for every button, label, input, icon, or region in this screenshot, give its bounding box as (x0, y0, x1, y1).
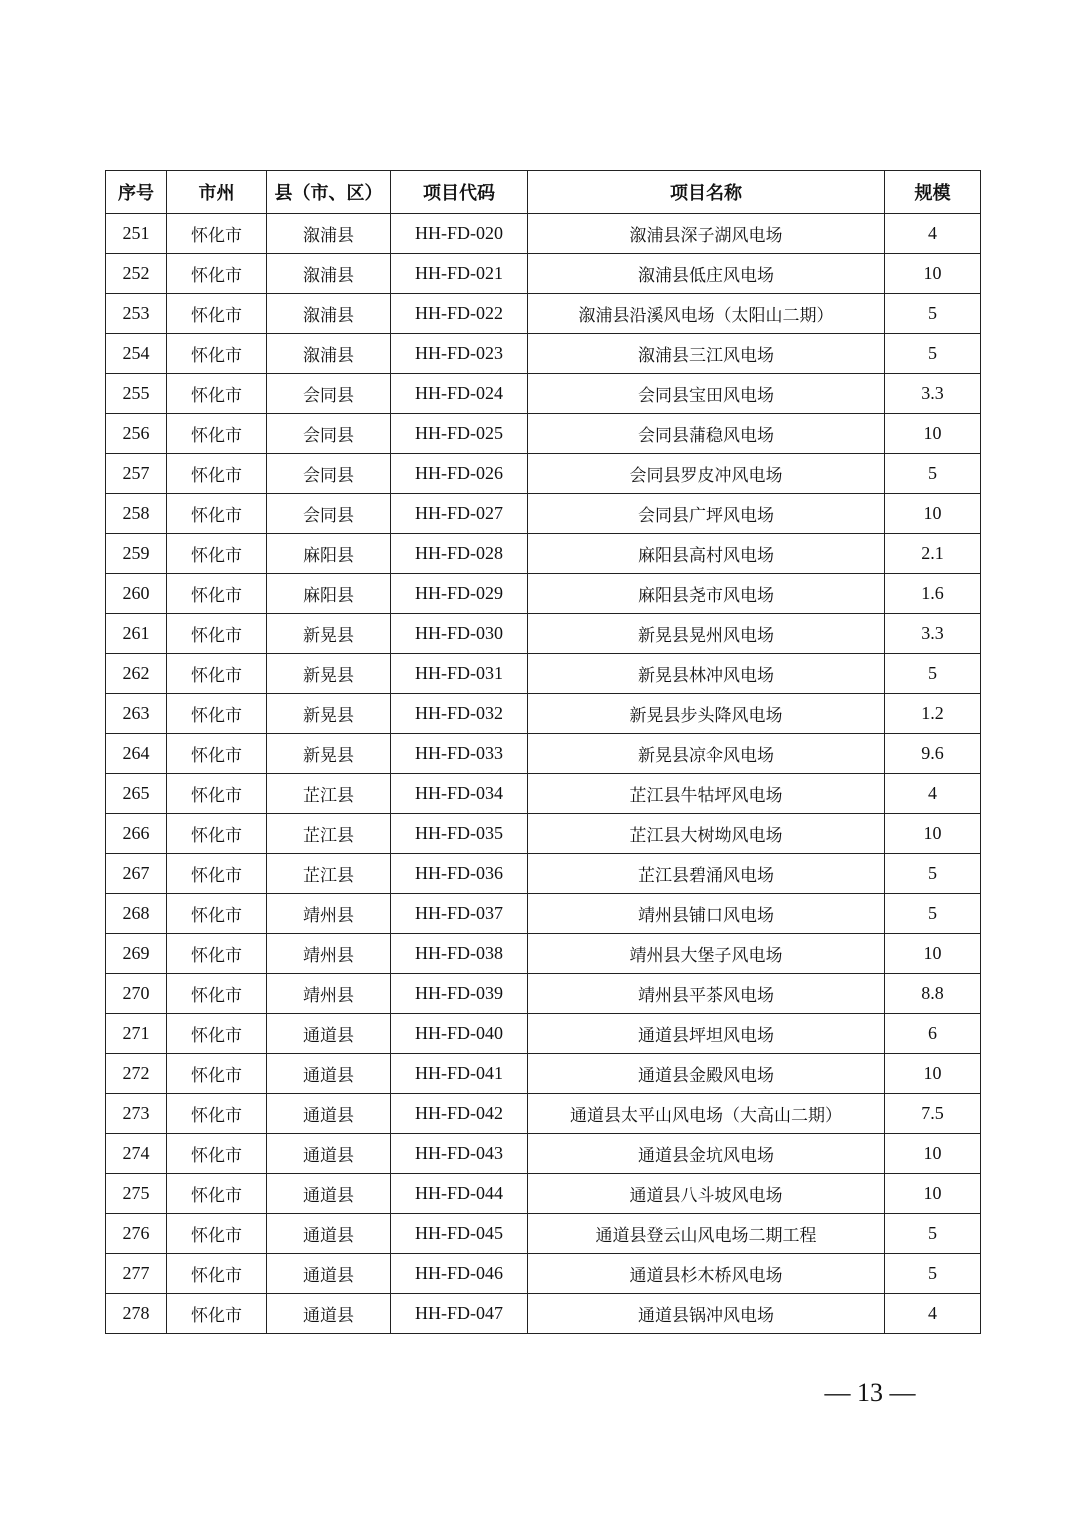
cell-code: HH-FD-025 (391, 414, 528, 454)
cell-scale: 4 (885, 214, 981, 254)
cell-county: 新晃县 (267, 614, 391, 654)
cell-seq: 257 (106, 454, 167, 494)
cell-name: 通道县八斗坡风电场 (528, 1174, 885, 1214)
cell-scale: 10 (885, 414, 981, 454)
table-row (106, 494, 981, 534)
table-row (106, 214, 981, 254)
cell-scale: 10 (885, 934, 981, 974)
cell-county: 通道县 (267, 1054, 391, 1094)
cell-city: 怀化市 (167, 374, 267, 414)
cell-city: 怀化市 (167, 534, 267, 574)
cell-scale: 5 (885, 1214, 981, 1254)
cell-scale: 10 (885, 254, 981, 294)
cell-city: 怀化市 (167, 494, 267, 534)
cell-county: 通道县 (267, 1254, 391, 1294)
cell-county: 溆浦县 (267, 294, 391, 334)
cell-seq: 262 (106, 654, 167, 694)
table-row (106, 854, 981, 894)
project-table (105, 170, 981, 1334)
cell-name: 新晃县林冲风电场 (528, 654, 885, 694)
cell-city: 怀化市 (167, 854, 267, 894)
cell-scale: 3.3 (885, 374, 981, 414)
cell-seq: 269 (106, 934, 167, 974)
cell-name: 通道县登云山风电场二期工程 (528, 1214, 885, 1254)
cell-name: 通道县坪坦风电场 (528, 1014, 885, 1054)
cell-scale: 10 (885, 1134, 981, 1174)
cell-county: 芷江县 (267, 774, 391, 814)
cell-seq: 264 (106, 734, 167, 774)
cell-seq: 277 (106, 1254, 167, 1294)
cell-code: HH-FD-032 (391, 694, 528, 734)
cell-code: HH-FD-047 (391, 1294, 528, 1334)
cell-code: HH-FD-039 (391, 974, 528, 1014)
cell-code: HH-FD-030 (391, 614, 528, 654)
cell-scale: 8.8 (885, 974, 981, 1014)
cell-seq: 278 (106, 1294, 167, 1334)
cell-code: HH-FD-035 (391, 814, 528, 854)
cell-code: HH-FD-046 (391, 1254, 528, 1294)
cell-scale: 1.6 (885, 574, 981, 614)
cell-name: 溆浦县深子湖风电场 (528, 214, 885, 254)
cell-seq: 251 (106, 214, 167, 254)
table-row (106, 454, 981, 494)
cell-county: 通道县 (267, 1214, 391, 1254)
cell-name: 芷江县牛牯坪风电场 (528, 774, 885, 814)
cell-city: 怀化市 (167, 1014, 267, 1054)
table-row (106, 414, 981, 454)
table-row (106, 1014, 981, 1054)
cell-county: 溆浦县 (267, 334, 391, 374)
cell-city: 怀化市 (167, 1294, 267, 1334)
cell-county: 靖州县 (267, 934, 391, 974)
table-row (106, 294, 981, 334)
cell-code: HH-FD-020 (391, 214, 528, 254)
cell-name: 芷江县碧涌风电场 (528, 854, 885, 894)
table-row (106, 334, 981, 374)
cell-seq: 270 (106, 974, 167, 1014)
table-row (106, 1134, 981, 1174)
cell-county: 芷江县 (267, 814, 391, 854)
cell-seq: 275 (106, 1174, 167, 1214)
cell-name: 通道县太平山风电场（大高山二期） (528, 1094, 885, 1134)
cell-code: HH-FD-028 (391, 534, 528, 574)
table-row (106, 1054, 981, 1094)
cell-seq: 252 (106, 254, 167, 294)
table-row (106, 614, 981, 654)
table-row (106, 1214, 981, 1254)
cell-name: 麻阳县尧市风电场 (528, 574, 885, 614)
cell-seq: 276 (106, 1214, 167, 1254)
cell-name: 靖州县铺口风电场 (528, 894, 885, 934)
cell-seq: 267 (106, 854, 167, 894)
cell-code: HH-FD-034 (391, 774, 528, 814)
cell-name: 通道县金殿风电场 (528, 1054, 885, 1094)
cell-name: 芷江县大树坳风电场 (528, 814, 885, 854)
cell-county: 通道县 (267, 1294, 391, 1334)
cell-scale: 5 (885, 654, 981, 694)
cell-name: 新晃县晃州风电场 (528, 614, 885, 654)
cell-name: 会同县宝田风电场 (528, 374, 885, 414)
cell-county: 通道县 (267, 1174, 391, 1214)
cell-seq: 253 (106, 294, 167, 334)
cell-seq: 258 (106, 494, 167, 534)
cell-scale: 5 (885, 334, 981, 374)
cell-city: 怀化市 (167, 1134, 267, 1174)
cell-scale: 2.1 (885, 534, 981, 574)
cell-code: HH-FD-038 (391, 934, 528, 974)
cell-scale: 6 (885, 1014, 981, 1054)
cell-city: 怀化市 (167, 294, 267, 334)
cell-city: 怀化市 (167, 1054, 267, 1094)
cell-scale: 5 (885, 294, 981, 334)
table-row (106, 1294, 981, 1334)
cell-code: HH-FD-042 (391, 1094, 528, 1134)
cell-code: HH-FD-021 (391, 254, 528, 294)
cell-city: 怀化市 (167, 974, 267, 1014)
cell-city: 怀化市 (167, 334, 267, 374)
table-row (106, 374, 981, 414)
cell-name: 新晃县凉伞风电场 (528, 734, 885, 774)
cell-city: 怀化市 (167, 254, 267, 294)
cell-code: HH-FD-040 (391, 1014, 528, 1054)
cell-county: 新晃县 (267, 654, 391, 694)
cell-seq: 259 (106, 534, 167, 574)
cell-code: HH-FD-045 (391, 1214, 528, 1254)
cell-county: 新晃县 (267, 694, 391, 734)
cell-city: 怀化市 (167, 574, 267, 614)
table-row (106, 774, 981, 814)
cell-scale: 4 (885, 1294, 981, 1334)
cell-city: 怀化市 (167, 894, 267, 934)
cell-city: 怀化市 (167, 1174, 267, 1214)
cell-seq: 266 (106, 814, 167, 854)
cell-name: 会同县广坪风电场 (528, 494, 885, 534)
header-project-code: 项目代码 (391, 171, 528, 214)
cell-name: 溆浦县沿溪风电场（太阳山二期） (528, 294, 885, 334)
header-scale: 规模 (885, 171, 981, 214)
cell-city: 怀化市 (167, 414, 267, 454)
cell-city: 怀化市 (167, 1214, 267, 1254)
cell-seq: 254 (106, 334, 167, 374)
cell-scale: 7.5 (885, 1094, 981, 1134)
table-row (106, 1254, 981, 1294)
cell-county: 会同县 (267, 494, 391, 534)
cell-scale: 5 (885, 1254, 981, 1294)
cell-scale: 3.3 (885, 614, 981, 654)
table-row (106, 934, 981, 974)
cell-code: HH-FD-041 (391, 1054, 528, 1094)
cell-city: 怀化市 (167, 614, 267, 654)
cell-city: 怀化市 (167, 214, 267, 254)
table-header (106, 171, 981, 214)
cell-name: 会同县罗皮冲风电场 (528, 454, 885, 494)
table-row (106, 1174, 981, 1214)
cell-county: 会同县 (267, 454, 391, 494)
cell-seq: 272 (106, 1054, 167, 1094)
cell-seq: 265 (106, 774, 167, 814)
cell-county: 麻阳县 (267, 534, 391, 574)
cell-code: HH-FD-022 (391, 294, 528, 334)
table-row (106, 894, 981, 934)
header-row (106, 171, 981, 214)
cell-city: 怀化市 (167, 694, 267, 734)
cell-city: 怀化市 (167, 1254, 267, 1294)
header-seq: 序号 (106, 171, 167, 214)
cell-city: 怀化市 (167, 734, 267, 774)
cell-code: HH-FD-026 (391, 454, 528, 494)
cell-county: 新晃县 (267, 734, 391, 774)
cell-code: HH-FD-033 (391, 734, 528, 774)
cell-seq: 263 (106, 694, 167, 734)
cell-name: 通道县锅冲风电场 (528, 1294, 885, 1334)
cell-name: 会同县蒲稳风电场 (528, 414, 885, 454)
cell-city: 怀化市 (167, 814, 267, 854)
cell-county: 麻阳县 (267, 574, 391, 614)
cell-seq: 261 (106, 614, 167, 654)
cell-code: HH-FD-044 (391, 1174, 528, 1214)
cell-city: 怀化市 (167, 1094, 267, 1134)
table-row (106, 254, 981, 294)
cell-code: HH-FD-037 (391, 894, 528, 934)
table-body (106, 214, 981, 1334)
cell-county: 通道县 (267, 1134, 391, 1174)
cell-city: 怀化市 (167, 454, 267, 494)
cell-county: 会同县 (267, 374, 391, 414)
cell-county: 溆浦县 (267, 214, 391, 254)
cell-code: HH-FD-043 (391, 1134, 528, 1174)
cell-name: 溆浦县三江风电场 (528, 334, 885, 374)
cell-county: 通道县 (267, 1094, 391, 1134)
cell-scale: 10 (885, 494, 981, 534)
cell-scale: 5 (885, 894, 981, 934)
cell-code: HH-FD-024 (391, 374, 528, 414)
cell-city: 怀化市 (167, 774, 267, 814)
header-county: 县（市、区） (267, 171, 391, 214)
cell-name: 新晃县步头降风电场 (528, 694, 885, 734)
cell-scale: 10 (885, 1054, 981, 1094)
cell-seq: 256 (106, 414, 167, 454)
cell-scale: 5 (885, 854, 981, 894)
cell-scale: 10 (885, 1174, 981, 1214)
cell-county: 靖州县 (267, 894, 391, 934)
cell-name: 通道县金坑风电场 (528, 1134, 885, 1174)
table-row (106, 814, 981, 854)
cell-name: 通道县杉木桥风电场 (528, 1254, 885, 1294)
cell-code: HH-FD-036 (391, 854, 528, 894)
cell-county: 通道县 (267, 1014, 391, 1054)
cell-scale: 10 (885, 814, 981, 854)
cell-seq: 271 (106, 1014, 167, 1054)
header-city: 市州 (167, 171, 267, 214)
table-row (106, 974, 981, 1014)
cell-county: 溆浦县 (267, 254, 391, 294)
table-row (106, 734, 981, 774)
cell-scale: 4 (885, 774, 981, 814)
table-row (106, 1094, 981, 1134)
cell-code: HH-FD-027 (391, 494, 528, 534)
cell-name: 麻阳县高村风电场 (528, 534, 885, 574)
table-row (106, 654, 981, 694)
cell-county: 靖州县 (267, 974, 391, 1014)
cell-seq: 274 (106, 1134, 167, 1174)
page-number: — 13 — (824, 1378, 916, 1407)
table-row (106, 574, 981, 614)
cell-city: 怀化市 (167, 934, 267, 974)
cell-county: 会同县 (267, 414, 391, 454)
cell-code: HH-FD-031 (391, 654, 528, 694)
table-row (106, 694, 981, 734)
cell-scale: 9.6 (885, 734, 981, 774)
table-row (106, 534, 981, 574)
cell-name: 靖州县大堡子风电场 (528, 934, 885, 974)
cell-seq: 260 (106, 574, 167, 614)
cell-scale: 1.2 (885, 694, 981, 734)
cell-name: 靖州县平茶风电场 (528, 974, 885, 1014)
cell-seq: 268 (106, 894, 167, 934)
cell-scale: 5 (885, 454, 981, 494)
cell-code: HH-FD-023 (391, 334, 528, 374)
header-project-name: 项目名称 (528, 171, 885, 214)
cell-county: 芷江县 (267, 854, 391, 894)
cell-city: 怀化市 (167, 654, 267, 694)
cell-seq: 273 (106, 1094, 167, 1134)
cell-seq: 255 (106, 374, 167, 414)
cell-code: HH-FD-029 (391, 574, 528, 614)
cell-name: 溆浦县低庄风电场 (528, 254, 885, 294)
